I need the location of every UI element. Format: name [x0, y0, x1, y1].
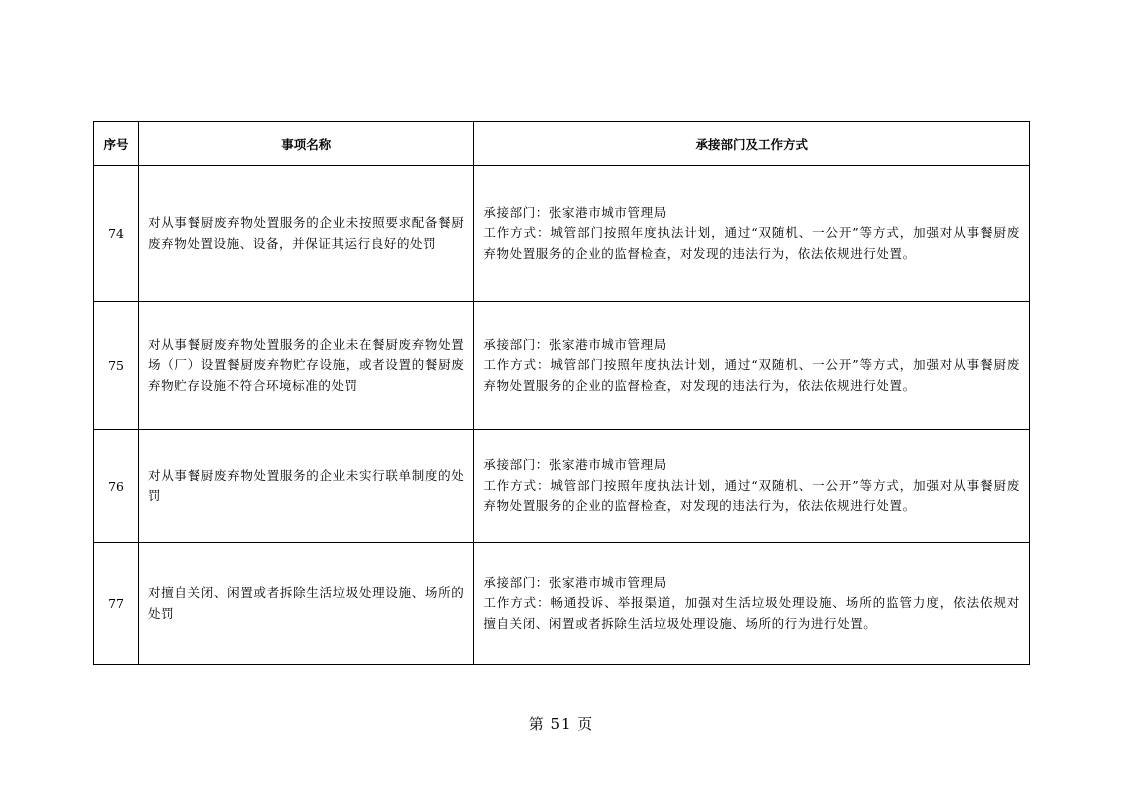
row-seq-no: 75: [94, 302, 139, 430]
row-dept-method: [474, 543, 1030, 665]
row-seq-no: 74: [94, 166, 139, 302]
row-dept: 承接部门：张家港市城市管理局: [483, 336, 667, 352]
row-dept-method: [474, 166, 1030, 302]
header-matter-name: 事项名称: [139, 122, 474, 166]
table-row: [94, 543, 1030, 665]
row-dept-method: [474, 430, 1030, 543]
row-dept-method: [474, 302, 1030, 430]
matters-table: [93, 121, 1030, 665]
header-seq-no: 序号: [94, 122, 139, 166]
table-header-row: [94, 122, 1030, 166]
header-dept-method: 承接部门及工作方式: [474, 122, 1030, 166]
row-method: 工作方式：畅通投诉、举报渠道，加强对生活垃圾处理设施、场所的监管力度，依法依规对擅自关闭、闲置或者拆除生活垃圾处理设施、场所的行为进行处置。: [483, 595, 1020, 631]
row-matter-name: 对从事餐厨废弃物处置服务的企业未实行联单制度的处罚: [139, 430, 474, 543]
row-dept: 承接部门：张家港市城市管理局: [483, 574, 667, 590]
row-method: 工作方式：城管部门按照年度执法计划，通过“双随机、一公开”等方式，加强对从事餐厨废弃物处置服务的企业的监督检查，对发现的违法行为，依法依规进行处置。: [483, 477, 1020, 514]
row-dept: 承接部门：张家港市城市管理局: [483, 204, 667, 220]
table-row: [94, 166, 1030, 302]
page-number: 第 51 页: [528, 715, 594, 733]
row-method: 工作方式：城管部门按照年度执法计划，通过“双随机、一公开”等方式，加强对从事餐厨废弃物处置服务的企业的监督检查，对发现的违法行为，依法依规进行处置。: [483, 225, 1020, 261]
table-row: [94, 302, 1030, 430]
row-seq-no: 76: [94, 430, 139, 543]
row-seq-no: 77: [94, 543, 139, 665]
row-method: 工作方式：城管部门按照年度执法计划，通过“双随机、一公开”等方式，加强对从事餐厨废弃物处置服务的企业的监督检查，对发现的违法行为，依法依规进行处置。: [483, 357, 1020, 393]
table-row: [94, 430, 1030, 543]
row-dept: 承接部门：张家港市城市管理局: [483, 457, 667, 473]
row-matter-name: 对从事餐厨废弃物处置服务的企业未在餐厨废弃物处置场（厂）设置餐厨废弃物贮存设施，或者设置的餐厨废弃物贮存设施不符合环境标准的处罚: [139, 302, 474, 430]
row-matter-name: 对擅自关闭、闲置或者拆除生活垃圾处理设施、场所的处罚: [139, 543, 474, 665]
row-matter-name: 对从事餐厨废弃物处置服务的企业未按照要求配备餐厨废弃物处置设施、设备，并保证其运行良好的处罚: [139, 166, 474, 302]
